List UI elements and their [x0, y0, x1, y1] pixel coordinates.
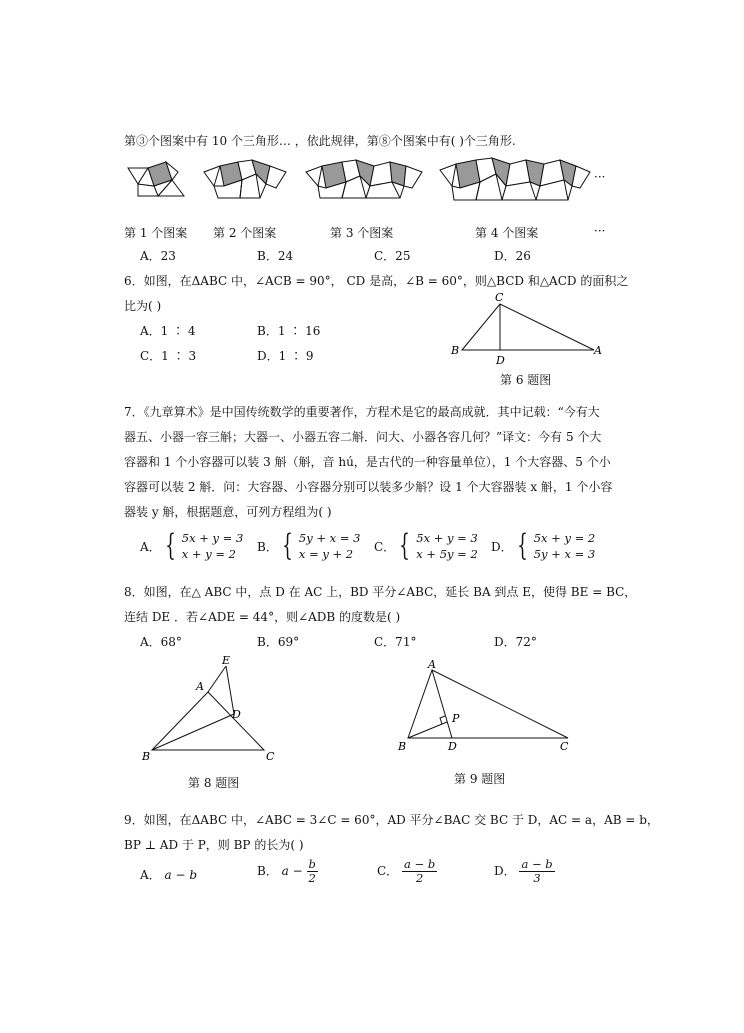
pattern-4 [440, 158, 590, 200]
q7-option-d-row-2: 5y + x = 3 [533, 547, 596, 561]
q7-option-d-row-1: 5x + y = 2 [533, 531, 596, 545]
q8-label-d: D [232, 708, 241, 721]
q7-line-5: 器装 y 斛，根据题意，可列方程组为( ) [124, 505, 332, 519]
q5-ellipsis-top: ··· [594, 170, 606, 184]
q7-option-d: D． { 5x + y = 2 5y + x = 3 [491, 528, 596, 563]
q9-option-c-num: a − b [404, 857, 436, 871]
q7-option-c-row-1: 5x + y = 3 [416, 531, 478, 545]
q9-option-a [140, 866, 197, 883]
q5-ellipsis-bottom: ··· [594, 224, 606, 238]
q9-line-1: 9．如图，在ΔABC 中，∠ABC = 3∠C = 60°，AD 平分∠BAC 交 BC 于 D，AC = a，AB = b， [124, 813, 659, 827]
q9-label-p: P [452, 712, 460, 725]
q5-option-c: C．25 [374, 249, 411, 263]
q9-option-c-label: C． [377, 864, 399, 878]
q6-option-c: C．1 ∶ 3 [140, 349, 197, 363]
q9-figure [392, 656, 582, 756]
q7-option-b-row-2: x = y + 2 [298, 547, 354, 561]
q7-option-a-row-1: 5x + y = 3 [181, 531, 244, 545]
q7-option-c-row-2: x + 5y = 2 [416, 547, 478, 561]
q9-label-b: B [398, 740, 407, 753]
q6-label-b: B [451, 344, 460, 357]
q6-label-c: C [495, 292, 504, 304]
q8-option-b: B．69° [257, 635, 300, 649]
q9-option-c [377, 858, 437, 885]
q9-option-d [494, 858, 555, 885]
q7-option-a-label: A． [140, 539, 161, 554]
q6-label-a: A [594, 344, 602, 357]
q8-caption: 第 8 题图 [188, 776, 240, 790]
pattern-3 [306, 160, 422, 198]
q9-option-b-lead: a − [281, 864, 303, 878]
q9-option-a-label: A． [140, 868, 161, 882]
q7-line-1: 7．《九章算术》是中国传统数学的重要著作，方程术是它的最高成就．其中记载：“今有大 [124, 405, 600, 419]
q9-option-d-label: D． [494, 864, 516, 878]
q8-label-e: E [222, 654, 231, 667]
q8-option-a: A．68° [140, 635, 182, 649]
q8-label-a: A [196, 680, 204, 693]
q9-option-d-num: a − b [521, 857, 553, 871]
q7-option-d-label: D． [491, 539, 513, 554]
q9-option-a-expr: a − b [164, 868, 198, 882]
q5-intro: 第③个图案中有 10 个三角形… ，依此规律，第⑧个图案中有( )个三角形. [124, 134, 516, 148]
q7-line-3: 容器和 1 个小容器可以装 3 斛（斛，音 hú，是古代的一种容量单位），1 个大容器、5 个小 [124, 455, 611, 469]
q6-label-d: D [496, 354, 505, 367]
q6-caption: 第 6 题图 [500, 373, 552, 387]
q6-figure [448, 292, 608, 370]
q9-option-d-den: 3 [533, 871, 541, 885]
q9-caption: 第 9 题图 [454, 772, 506, 786]
q8-label-b: B [142, 750, 151, 763]
q7-option-a-row-2: x + y = 2 [181, 547, 236, 561]
q8-option-d: D．72° [494, 635, 537, 649]
q6-line-2: 比为( ) [124, 299, 162, 313]
q7-option-c-label: C． [374, 539, 396, 554]
q6-option-b: B．1 ∶ 16 [257, 324, 321, 338]
q7-option-c: C． { 5x + y = 3 x + 5y = 2 [374, 528, 478, 563]
q5-option-a: A．23 [140, 249, 176, 263]
q8-option-c: C．71° [374, 635, 417, 649]
q5-caption-1: 第 1 个图案 [124, 226, 188, 240]
q9-option-b-label: B． [257, 864, 278, 878]
q7-line-2: 器五、小器一容三斛；大器一、小器五容二斛．问大、小器各容几何？”译文：今有 5 个大 [124, 430, 602, 444]
pattern-2 [204, 160, 286, 198]
q8-figure [138, 652, 286, 764]
q9-option-b-num: b [308, 857, 316, 871]
q9-label-a: A [428, 658, 436, 671]
q9-option-b-den: 2 [308, 871, 316, 885]
q9-label-d: D [448, 740, 457, 753]
q9-line-2: BP ⊥ AD 于 P，则 BP 的长为( ) [124, 838, 304, 852]
q5-option-d: D．26 [494, 249, 531, 263]
pattern-1 [128, 162, 184, 196]
q5-pattern-figure [120, 152, 610, 212]
q9-option-b [257, 858, 318, 885]
q9-label-c: C [560, 740, 569, 753]
q6-option-a: A．1 ∶ 4 [140, 324, 196, 338]
q5-caption-3: 第 3 个图案 [330, 226, 394, 240]
q5-caption-4: 第 4 个图案 [475, 226, 539, 240]
q7-option-b-row-1: 5y + x = 3 [298, 531, 361, 545]
q7-option-a: A． { 5x + y = 3 x + y = 2 [140, 528, 244, 563]
q7-option-b: B． { 5y + x = 3 x = y + 2 [257, 528, 361, 563]
q8-line-1: 8．如图，在△ ABC 中，点 D 在 AC 上，BD 平分∠ABC，延长 BA 到点 E，使得 BE = BC， [124, 585, 637, 599]
q8-line-2: 连结 DE ．若∠ADE = 44°，则∠ADB 的度数是( ) [124, 610, 401, 624]
q5-caption-2: 第 2 个图案 [213, 226, 277, 240]
q5-option-b: B．24 [257, 249, 294, 263]
q6-line-1: 6．如图，在ΔABC 中，∠ACB = 90°， CD 是高，∠B = 60°，则△BCD 和△ACD 的面积之 [124, 274, 629, 288]
q8-label-c: C [266, 750, 275, 763]
q6-option-d: D．1 ∶ 9 [257, 349, 314, 363]
q7-line-4: 容器可以装 2 斛．问：大容器、小容器分别可以装多少斛？设 1 个大容器装 x 斛，1 个小容 [124, 480, 613, 494]
q9-option-c-den: 2 [415, 871, 424, 885]
q7-option-b-label: B． [257, 539, 278, 554]
